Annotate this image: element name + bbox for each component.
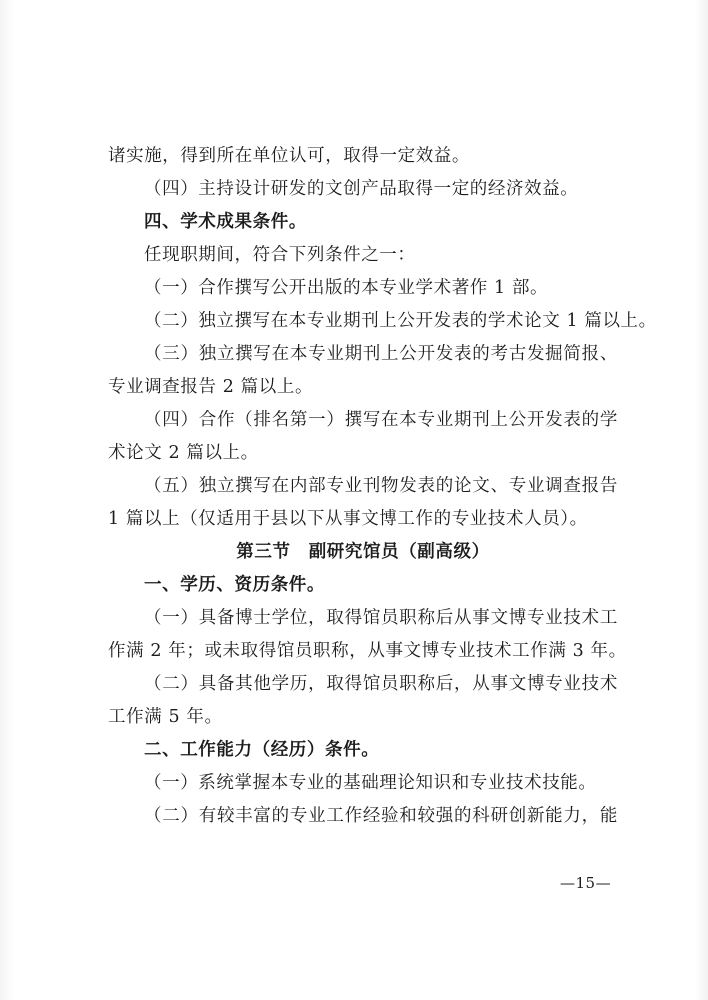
text-line: （三）独立撰写在本专业期刊上公开发表的考古发掘简报、 xyxy=(144,344,618,364)
text-line: （一）系统掌握本专业的基础理论知识和专业技术技能。 xyxy=(144,773,597,793)
section-heading: 二、工作能力（经历）条件。 xyxy=(144,740,380,760)
text-line: （二）有较丰富的专业工作经验和较强的科研创新能力，能 xyxy=(144,806,618,826)
text-line: （二）具备其他学历，取得馆员职称后，从事文博专业技术 xyxy=(144,674,618,694)
text-line: 诸实施，得到所在单位认可，取得一定效益。 xyxy=(108,146,470,166)
text-line: （一）具备博士学位，取得馆员职称后从事文博专业技术工 xyxy=(144,608,618,628)
section-title: 第三节 副研究馆员（副高级） xyxy=(236,542,490,562)
text-line: （一）合作撰写公开出版的本专业学术著作 1 部。 xyxy=(144,278,549,298)
text-line: （二）独立撰写在本专业期刊上公开发表的学术论文 1 篇以上。 xyxy=(144,311,657,331)
text-line: 术论文 2 篇以上。 xyxy=(108,443,259,463)
text-line: （四）合作（排名第一）撰写在本专业期刊上公开发表的学 xyxy=(144,410,618,430)
section-heading: 一、学历、资历条件。 xyxy=(144,575,325,595)
text-line: 任现职期间，符合下列条件之一： xyxy=(144,245,416,265)
text-line: 1 篇以上（仅适用于县以下从事文博工作的专业技术人员）。 xyxy=(108,509,588,529)
text-line: 专业调查报告 2 篇以上。 xyxy=(108,377,314,397)
text-line: 工作满 5 年。 xyxy=(108,707,223,727)
text-line: （五）独立撰写在内部专业刊物发表的论文、专业调查报告 xyxy=(144,476,618,496)
text-line: （四）主持设计研发的文创产品取得一定的经济效益。 xyxy=(144,179,579,199)
page-number: —15— xyxy=(560,874,612,892)
text-line: 作满 2 年；或未取得馆员职称，从事文博专业技术工作满 3 年。 xyxy=(108,641,627,661)
section-heading: 四、学术成果条件。 xyxy=(144,212,307,232)
